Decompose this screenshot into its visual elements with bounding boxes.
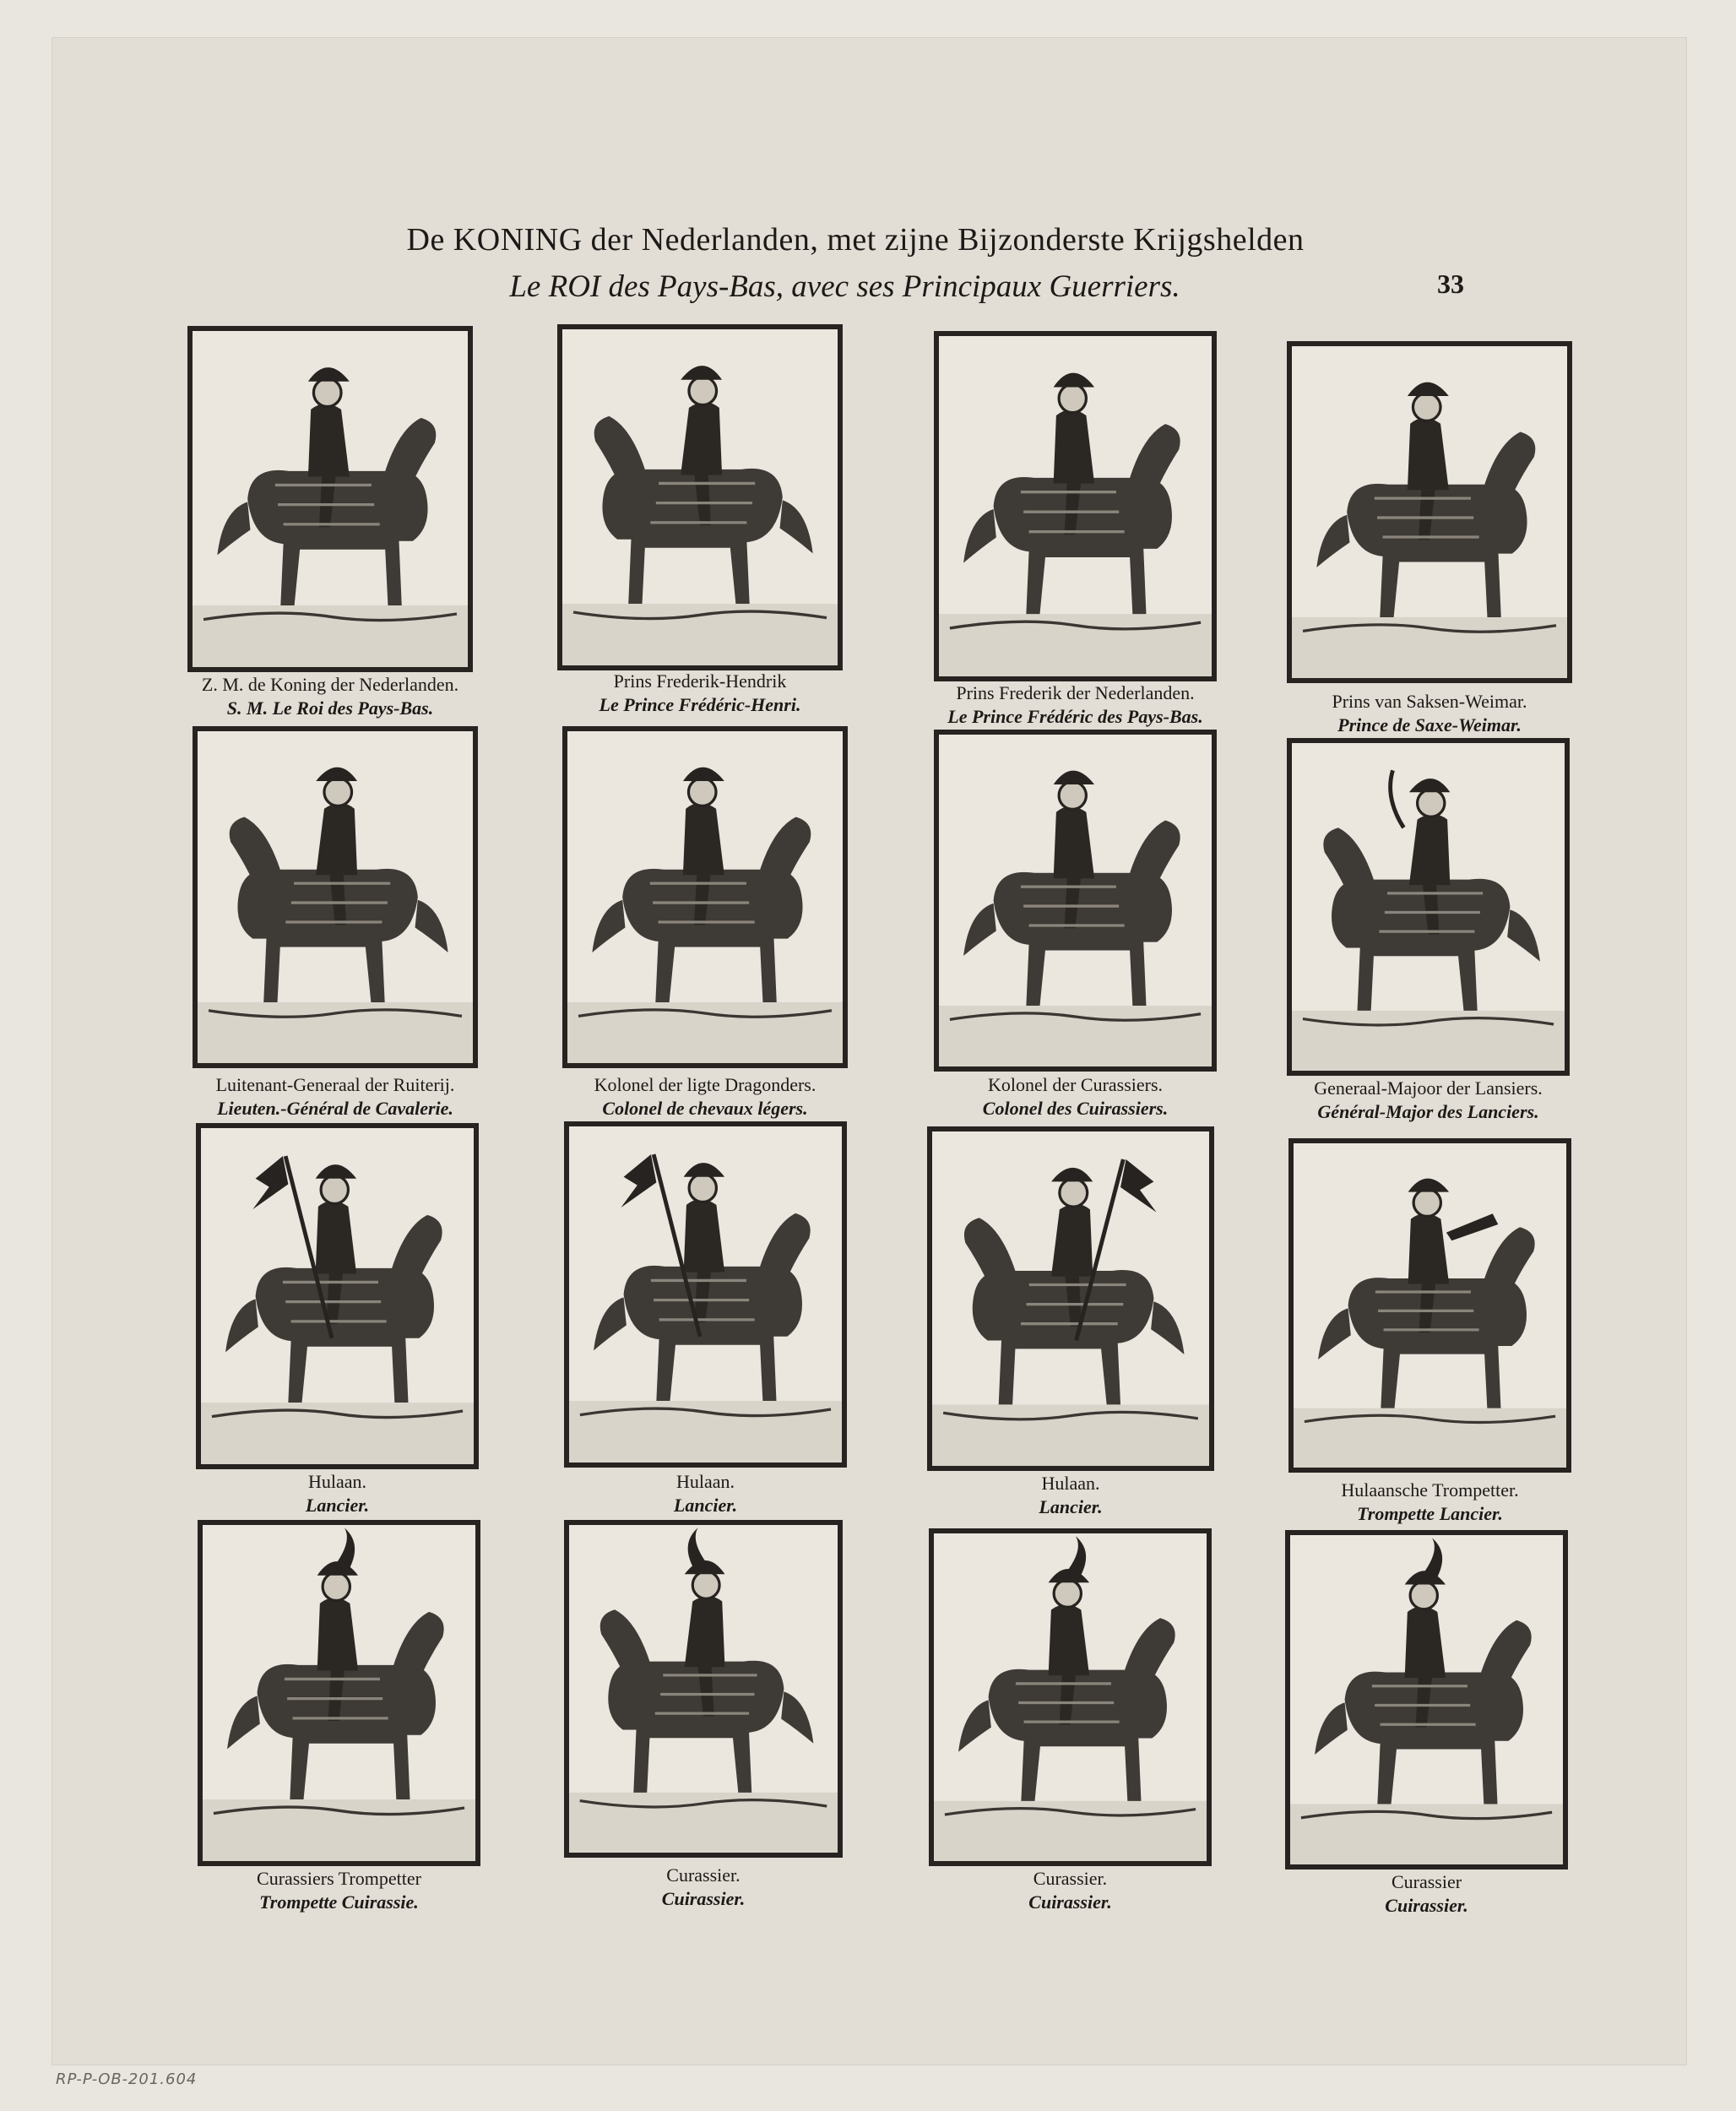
print-cell	[1251, 1530, 1602, 1930]
print-cell	[900, 331, 1250, 741]
print-cell	[900, 730, 1250, 1133]
print-cell	[895, 1528, 1245, 1927]
caption-french: Cuirassier.	[1385, 1895, 1468, 1916]
woodcut-mounted-figure	[1288, 1138, 1571, 1473]
caption-french: Colonel de chevaux légers.	[602, 1098, 808, 1119]
caption-french: Cuirassier.	[661, 1888, 746, 1909]
woodcut-mounted-figure	[927, 1126, 1214, 1471]
woodcut-mounted-figure	[564, 1121, 847, 1468]
caption-dutch: Kolonel der Curassiers.	[987, 1074, 1164, 1095]
caption-french: Lieuten.-Général de Cavalerie.	[217, 1098, 453, 1119]
print-cell	[524, 324, 876, 730]
woodcut-mounted-figure	[1287, 341, 1572, 683]
caption-french: Le Prince Frédéric-Henri.	[599, 694, 801, 715]
woodcut-mounted-figure	[564, 1520, 843, 1858]
caption-french: S. M. Le Roi des Pays-Bas.	[226, 697, 434, 719]
woodcut-mounted-figure	[187, 326, 473, 672]
print-cell	[162, 1123, 513, 1530]
woodcut-mounted-figure	[198, 1520, 480, 1866]
woodcut-mounted-figure	[1287, 738, 1570, 1076]
caption-dutch: Curassier.	[666, 1864, 741, 1886]
inventory-mark: RP-P-OB-201.604	[56, 2070, 198, 2088]
print-cell	[893, 1126, 1248, 1532]
sheet-number: 33	[1437, 269, 1464, 299]
woodcut-mounted-figure	[934, 331, 1217, 681]
print-cell	[1255, 1138, 1605, 1538]
caption-french: Prince de Saxe-Weimar.	[1337, 714, 1522, 735]
print-cell	[1253, 341, 1606, 750]
woodcut-mounted-figure	[557, 324, 843, 670]
caption-french: Lancier.	[1039, 1496, 1103, 1517]
print-cell	[529, 726, 882, 1133]
caption-french: Trompette Cuirassie.	[259, 1891, 419, 1913]
caption-french: Lancier.	[673, 1495, 738, 1516]
print-cell	[154, 326, 507, 733]
print-cell	[530, 1121, 881, 1530]
title-dutch: De KONING der Nederlanden, met zijne Bijzonderste Krijgshelden	[406, 222, 1305, 258]
title-french: Le ROI des Pays-Bas, avec ses Principaux Guerriers.	[509, 269, 1180, 304]
caption-french: Lancier.	[305, 1495, 370, 1516]
caption-dutch: Curassier	[1391, 1871, 1462, 1892]
caption-french: Colonel des Cuirassiers.	[982, 1098, 1169, 1119]
woodcut-mounted-figure	[193, 726, 478, 1068]
caption-dutch: Prins Frederik der Nederlanden.	[956, 682, 1195, 703]
caption-dutch: Prins Frederik-Hendrik	[613, 670, 787, 692]
print-cell	[164, 1520, 514, 1927]
woodcut-mounted-figure	[562, 726, 848, 1068]
caption-dutch: Curassiers Trompetter	[257, 1868, 421, 1889]
print-cell	[530, 1520, 876, 1924]
caption-french: Trompette Lancier.	[1357, 1503, 1503, 1524]
caption-dutch: Kolonel der ligte Dragonders.	[594, 1074, 816, 1095]
woodcut-mounted-figure	[196, 1123, 479, 1469]
caption-dutch: Luitenant-Generaal der Ruiterij.	[215, 1074, 455, 1095]
woodcut-mounted-figure	[934, 730, 1217, 1072]
caption-dutch: Hulaan.	[307, 1471, 367, 1492]
woodcut-mounted-figure	[1285, 1530, 1568, 1870]
caption-french: Le Prince Frédéric des Pays-Bas.	[947, 706, 1203, 727]
print-cell	[159, 726, 512, 1133]
caption-dutch: Hulaansche Trompetter.	[1341, 1479, 1519, 1500]
caption-dutch: Curassier.	[1033, 1868, 1108, 1889]
caption-dutch: Hulaan.	[1041, 1473, 1100, 1494]
caption-dutch: Prins van Saksen-Weimar.	[1332, 691, 1527, 712]
caption-dutch: Z. M. de Koning der Nederlanden.	[201, 674, 459, 695]
caption-dutch: Hulaan.	[675, 1471, 735, 1492]
woodcut-mounted-figure	[929, 1528, 1212, 1866]
print-cell	[1253, 738, 1603, 1137]
caption-dutch: Generaal-Majoor der Lansiers.	[1314, 1077, 1543, 1099]
caption-french: Général-Major des Lanciers.	[1317, 1101, 1539, 1122]
caption-french: Cuirassier.	[1028, 1891, 1112, 1913]
